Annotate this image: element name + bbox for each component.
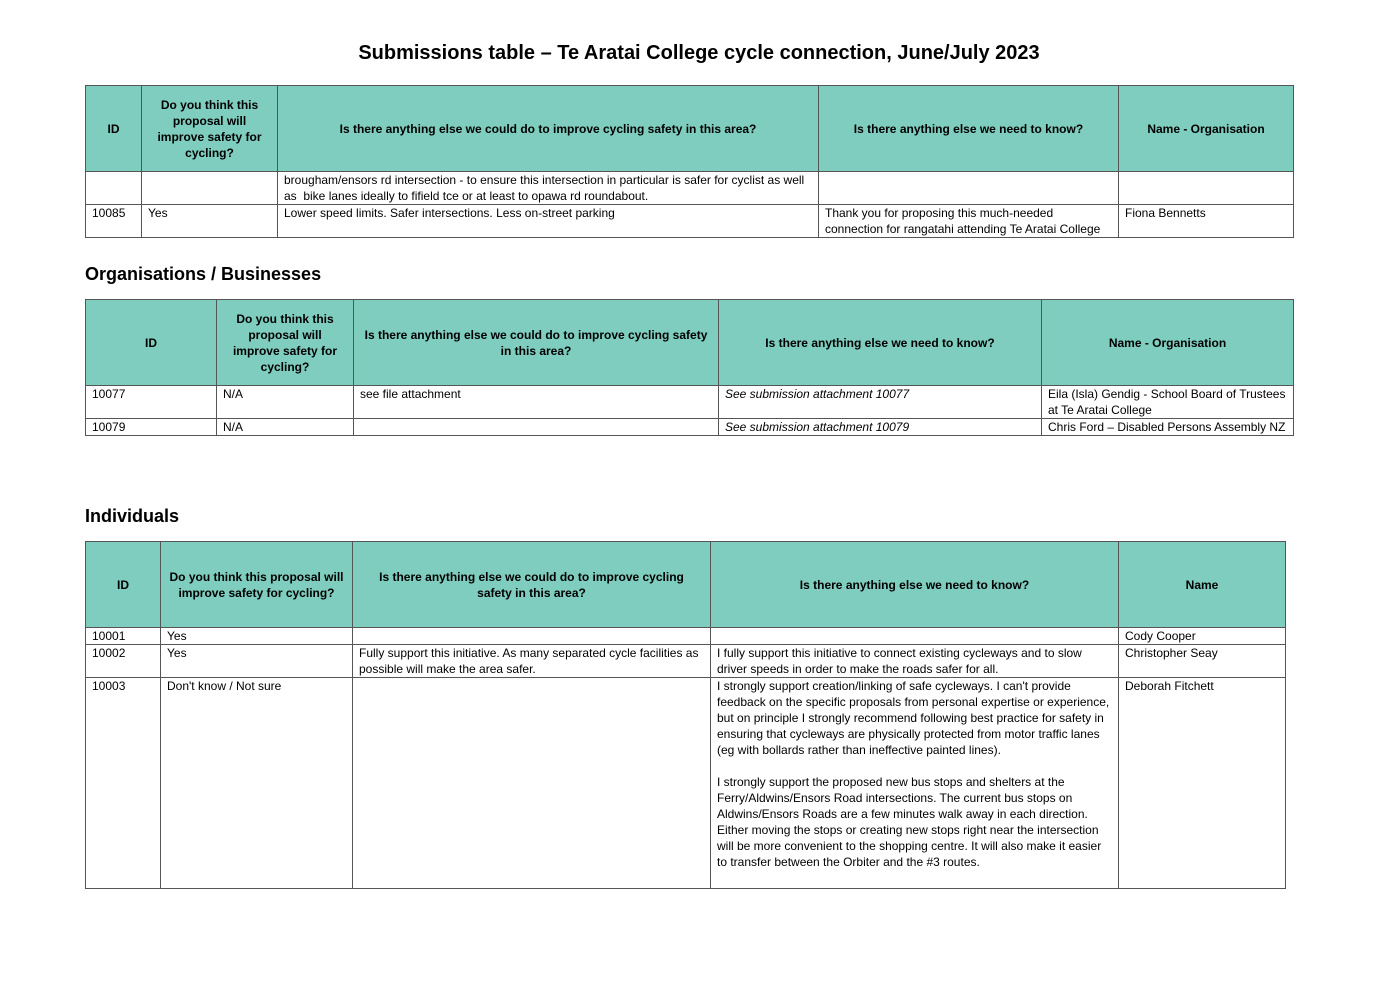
individuals-heading: Individuals bbox=[85, 506, 180, 526]
cell-need-to-know: I strongly support creation/linking of safe cycleways. I can't provide feedback on the specific proposals from personal expertise or experience, but on principle I strongly recommend following best practice for safety in ensuring that cycleways are physically protected from motor traffic lanes (eg with bollards rather than ineffective painted lines). I strongly support the proposed new bus stops and shelters at the Ferry/Aldwins/Ensors Road intersections. The current bus stops on Aldwins/Ensors Roads are a few minutes walk away in each direction. Either moving the stops or creating new stops right near the intersection will be more convenient to the shopping centre. It will also make it easier to transfer between the Orbiter and the #3 routes. bbox=[711, 678, 1119, 889]
col-header-anything-else-improve: Is there anything else we could do to improve cycling safety in this area? bbox=[354, 300, 719, 386]
cell-need-to-know: See submission attachment 10077 bbox=[719, 386, 1042, 419]
cell-improve-safety bbox=[142, 172, 278, 205]
col-header-name-organisation: Name - Organisation bbox=[1042, 300, 1294, 386]
col-header-need-to-know: Is there anything else we need to know? bbox=[719, 300, 1042, 386]
col-header-improve-safety: Do you think this proposal will improve safety for cycling? bbox=[142, 86, 278, 172]
cell-improve-safety: Yes bbox=[142, 205, 278, 238]
cell-id: 10002 bbox=[86, 645, 161, 678]
cell-id: 10001 bbox=[86, 628, 161, 645]
individuals-table bbox=[85, 541, 1286, 889]
cell-anything-else: Fully support this initiative. As many separated cycle facilities as possible will make the area safer. bbox=[353, 645, 711, 678]
cell-anything-else bbox=[353, 628, 711, 645]
cell-need-to-know bbox=[819, 172, 1119, 205]
cell-name: Cody Cooper bbox=[1119, 628, 1286, 645]
col-header-name-organisation: Name - Organisation bbox=[1119, 86, 1294, 172]
cell-id bbox=[86, 172, 142, 205]
organisations-heading: Organisations / Businesses bbox=[85, 264, 322, 284]
col-header-id: ID bbox=[86, 542, 161, 628]
col-header-id: ID bbox=[86, 300, 217, 386]
cell-name: Christopher Seay bbox=[1119, 645, 1286, 678]
cell-id: 10003 bbox=[86, 678, 161, 889]
table-header-row bbox=[86, 86, 1294, 172]
cell-need-to-know: Thank you for proposing this much-needed connection for rangatahi attending Te Aratai College bbox=[819, 205, 1119, 238]
table-row bbox=[86, 386, 1294, 419]
table-row bbox=[86, 419, 1294, 436]
table-row bbox=[86, 628, 1286, 645]
cell-anything-else bbox=[354, 419, 719, 436]
cell-improve-safety: Don't know / Not sure bbox=[161, 678, 353, 889]
cell-improve-safety: Yes bbox=[161, 645, 353, 678]
cell-name: Fiona Bennetts bbox=[1119, 205, 1294, 238]
cell-improve-safety: N/A bbox=[217, 386, 354, 419]
cell-id: 10085 bbox=[86, 205, 142, 238]
table-row bbox=[86, 645, 1286, 678]
col-header-anything-else-improve: Is there anything else we could do to improve cycling safety in this area? bbox=[353, 542, 711, 628]
cell-need-to-know bbox=[711, 628, 1119, 645]
table-row bbox=[86, 205, 1294, 238]
cell-anything-else: Lower speed limits. Safer intersections. Less on-street parking bbox=[278, 205, 819, 238]
col-header-name: Name bbox=[1119, 542, 1286, 628]
col-header-improve-safety: Do you think this proposal will improve safety for cycling? bbox=[217, 300, 354, 386]
cell-name bbox=[1119, 172, 1294, 205]
cell-anything-else: brougham/ensors rd intersection - to ensure this intersection in particular is safer for cyclist as well as bike lanes ideally to fifield tce or at least to opawa rd roundabout. bbox=[278, 172, 819, 205]
cell-name: Eila (Isla) Gendig - School Board of Trustees at Te Aratai College bbox=[1042, 386, 1294, 419]
col-header-anything-else-improve: Is there anything else we could do to improve cycling safety in this area? bbox=[278, 86, 819, 172]
col-header-need-to-know: Is there anything else we need to know? bbox=[711, 542, 1119, 628]
cell-id: 10079 bbox=[86, 419, 217, 436]
cell-improve-safety: Yes bbox=[161, 628, 353, 645]
cell-name: Deborah Fitchett bbox=[1119, 678, 1286, 889]
cell-id: 10077 bbox=[86, 386, 217, 419]
cell-improve-safety: N/A bbox=[217, 419, 354, 436]
page-title: Submissions table – Te Aratai College cycle connection, June/July 2023 bbox=[358, 42, 1040, 64]
cell-anything-else bbox=[353, 678, 711, 889]
cell-name: Chris Ford – Disabled Persons Assembly NZ bbox=[1042, 419, 1294, 436]
col-header-id: ID bbox=[86, 86, 142, 172]
table-row bbox=[86, 172, 1294, 205]
table-header-row bbox=[86, 300, 1294, 386]
col-header-improve-safety: Do you think this proposal will improve safety for cycling? bbox=[161, 542, 353, 628]
cell-need-to-know: See submission attachment 10079 bbox=[719, 419, 1042, 436]
organisations-table bbox=[85, 299, 1294, 436]
col-header-need-to-know: Is there anything else we need to know? bbox=[819, 86, 1119, 172]
submissions-table-continued bbox=[85, 85, 1294, 238]
cell-anything-else: see file attachment bbox=[354, 386, 719, 419]
cell-need-to-know: I fully support this initiative to connect existing cycleways and to slow driver speeds in order to make the roads safer for all. bbox=[711, 645, 1119, 678]
table-header-row bbox=[86, 542, 1286, 628]
table-row bbox=[86, 678, 1286, 889]
